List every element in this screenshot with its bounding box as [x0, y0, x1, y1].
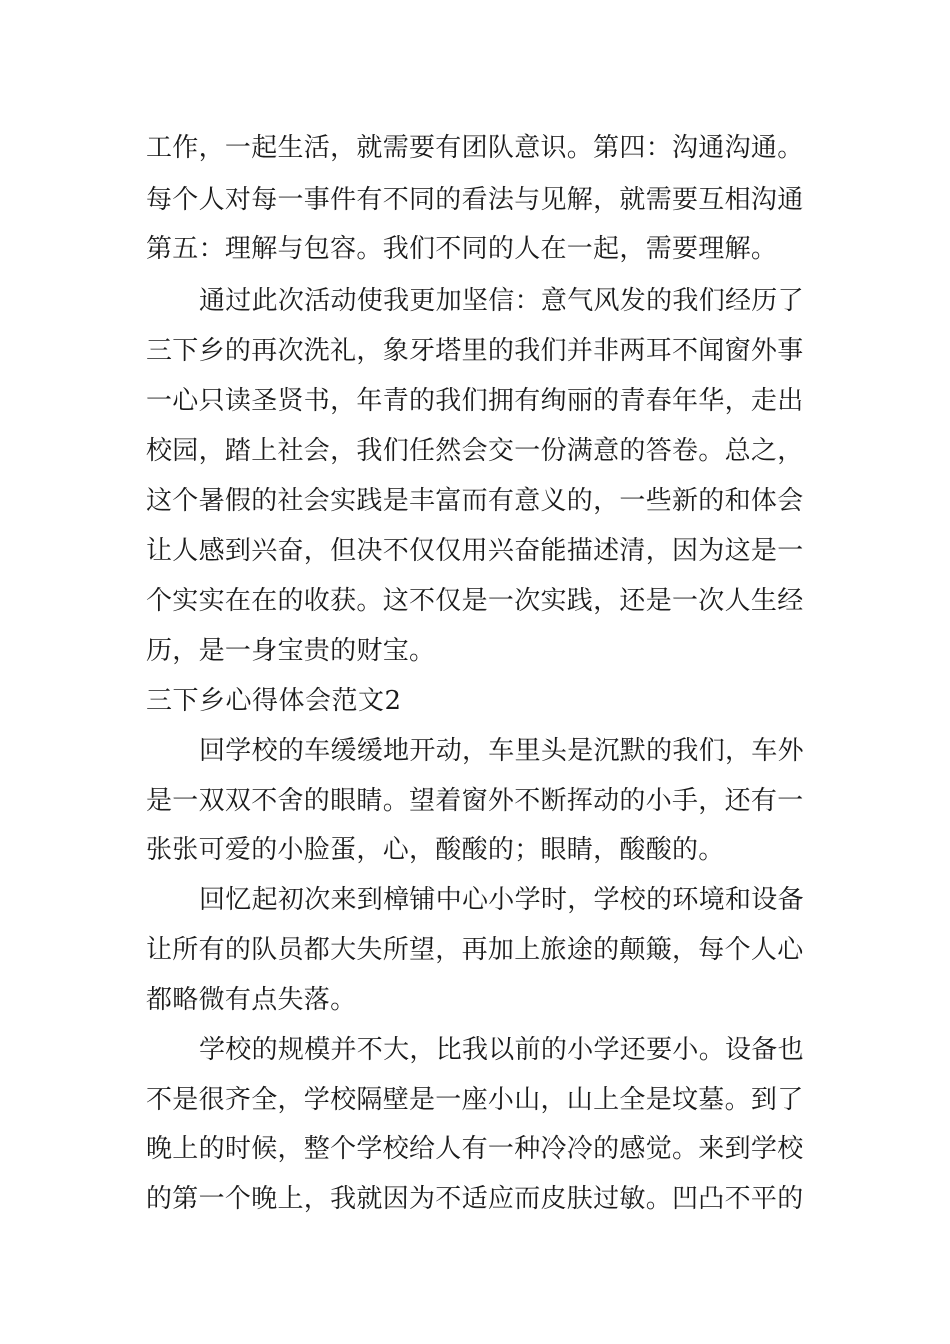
text-line: 是一双双不舍的眼睛。望着窗外不断挥动的小手，还有一 — [146, 786, 804, 816]
text-line: 张张可爱的小脸蛋，心，酸酸的；眼睛，酸酸的。 — [146, 835, 725, 865]
text-line: 历，是一身宝贵的财宝。 — [146, 636, 436, 666]
section-heading: 三下乡心得体会范文2 — [146, 686, 402, 716]
text-line: 第五：理解与包容。我们不同的人在一起，需要理解。 — [146, 234, 778, 264]
text-line: 让人感到兴奋，但决不仅仅用兴奋能描述清，因为这是一 — [146, 536, 804, 566]
text-line: 让所有的队员都大失所望，再加上旅途的颠簸，每个人心 — [146, 935, 804, 965]
text-line: 一心只读圣贤书，年青的我们拥有绚丽的青春年华，走出 — [146, 386, 804, 416]
text-line: 都略微有点失落。 — [146, 985, 357, 1015]
text-line: 不是很齐全，学校隔壁是一座小山，山上全是坟墓。到了 — [146, 1085, 804, 1115]
text-line: 工作，一起生活，就需要有团队意识。第四：沟通沟通。 — [146, 133, 804, 163]
paragraph-start-line: 回学校的车缓缓地开动，车里头是沉默的我们，车外 — [199, 736, 804, 766]
text-line: 这个暑假的社会实践是丰富而有意义的，一些新的和体会 — [146, 486, 804, 516]
text-line: 的第一个晚上，我就因为不适应而皮肤过敏。凹凸不平的 — [146, 1184, 804, 1214]
text-line: 晚上的时候，整个学校给人有一种冷冷的感觉。来到学校 — [146, 1134, 804, 1164]
text-line: 校园，踏上社会，我们任然会交一份满意的答卷。总之， — [146, 436, 804, 466]
paragraph-start-line: 通过此次活动使我更加坚信：意气风发的我们经历了 — [199, 286, 804, 316]
paragraph-start-line: 学校的规模并不大，比我以前的小学还要小。设备也 — [199, 1035, 804, 1065]
paragraph-start-line: 回忆起初次来到樟铺中心小学时，学校的环境和设备 — [199, 885, 804, 915]
text-line: 三下乡的再次洗礼，象牙塔里的我们并非两耳不闻窗外事 — [146, 336, 804, 366]
text-line: 每个人对每一事件有不同的看法与见解，就需要互相沟通 — [146, 185, 804, 215]
text-line: 个实实在在的收获。这不仅是一次实践，还是一次人生经 — [146, 586, 804, 616]
